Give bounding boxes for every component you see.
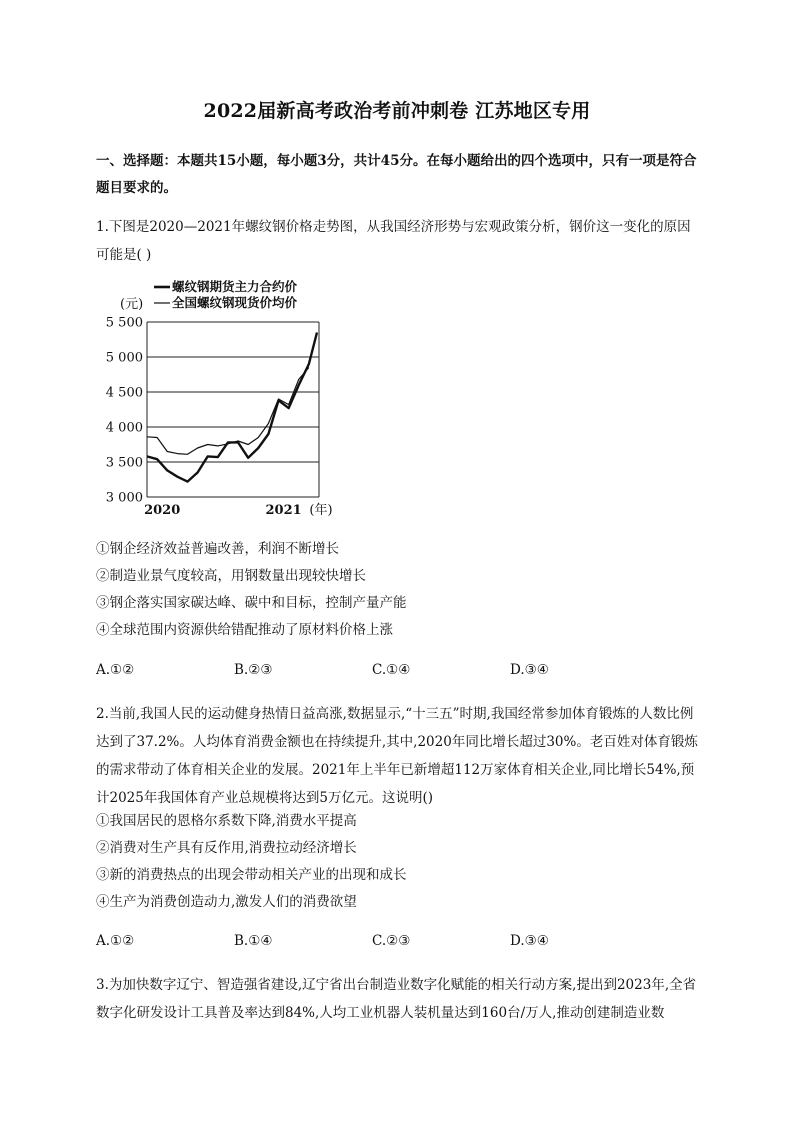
q1-statement-2: ②制造业景气度较高，用钢数量出现较快增长 [96,568,366,584]
q2-option-c[interactable]: C.②③ [372,933,411,949]
q2-option-d[interactable]: D.③④ [510,933,549,949]
q1-option-d[interactable]: D.③④ [510,662,549,678]
q2-statement-4: ④生产为消费创造动力,激发人们的消费欲望 [96,894,357,910]
y-tick-label: 3 500 [105,455,143,471]
question-1-stem: 1.下图是2020—2021年螺纹钢价格走势图，从我国经济形势与宏观政策分析，钢价这一变化的原因可能是( ) [96,219,691,263]
x-tick-label: 2020 [144,503,181,518]
y-tick-label: 4 000 [105,420,143,436]
y-tick-label: 4 500 [105,385,143,401]
q2-options [96,933,656,953]
page-title: 2022届新高考政治考前冲刺卷 江苏地区专用 [203,100,591,122]
x-tick-label: 2021 [265,503,302,518]
q1-statement-3: ③钢企落实国家碳达峰、碳中和目标，控制产量产能 [96,595,407,611]
question-3-stem: 3.为加快数字辽宁、智造强省建设,辽宁省出台制造业数字化赋能的相关行动方案,提出到2023年,全省数字化研发设计工具普及率达到84%,人均工业机器人装机量达到160台/万人,推动创建制造业数 [96,977,697,1021]
q2-statement-1: ①我国居民的恩格尔系数下降,消费水平提高 [96,813,357,829]
series-line-futures [147,333,317,482]
q1-option-a[interactable]: A.①② [96,662,135,678]
y-tick-label: 5 000 [105,350,143,366]
q1-option-c[interactable]: C.①④ [372,662,411,678]
q1-options [96,662,656,682]
q2-option-a[interactable]: A.①② [96,933,135,949]
q1-option-b[interactable]: B.②③ [234,662,273,678]
q1-statement-4: ④全球范围内资源供给错配推动了原材料价格上涨 [96,622,393,638]
q2-statement-3: ③新的消费热点的出现会带动相关产业的出现和成长 [96,867,407,883]
y-unit-label: (元) [120,297,144,312]
question-2-stem: 2.当前,我国人民的运动健身热情日益高涨,数据显示,“十三五”时期,我国经常参加体育锻炼的人数比例达到了37.2%。人均体育消费金额也在持续提升,其中,2020年同比增长超过30%。老百姓对体育锻炼的需求带动了体育相关企业的发展。2021年上半年已新增超112万家体育相关企业,同比增长54%,预计2025年我国体育产业总规模将达到5万亿元。这说明() [96,706,698,806]
steel-price-chart [96,278,346,528]
q2-statement-2: ②消费对生产具有反作用,消费拉动经济增长 [96,840,357,856]
q2-option-b[interactable]: B.①④ [234,933,273,949]
section-heading: 一、选择题：本题共15小题，每小题3分，共计45分。在每小题给出的四个选项中，只有一项是符合题目要求的。 [96,153,697,196]
y-tick-label: 3 000 [105,490,143,506]
x-unit-label: (年) [309,503,333,518]
q1-statement-1: ①钢企经济效益普遍改善，利润不断增长 [96,541,339,557]
legend-label: 螺纹钢期货主力合约价 [172,279,298,294]
legend-label: 全国螺纹钢现货价均价 [172,295,298,310]
y-tick-label: 5 500 [105,315,143,331]
